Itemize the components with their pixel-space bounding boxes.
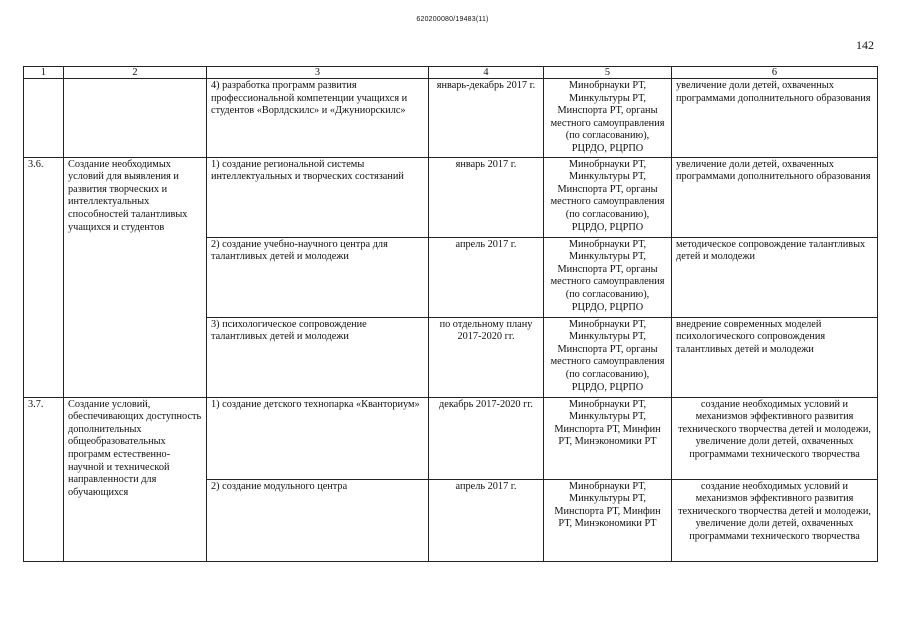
column-number: 2 xyxy=(64,67,207,79)
period-cell: апрель 2017 г. xyxy=(429,479,544,561)
column-number: 6 xyxy=(672,67,878,79)
result-cell: методическое сопровождение талантливых детей и молодежи xyxy=(672,237,878,317)
item-number-cell: 3.7. xyxy=(24,397,64,561)
activity-cell: 1) создание детского технопарка «Кванториум» xyxy=(207,397,429,479)
table-row xyxy=(24,79,878,158)
task-cell xyxy=(64,79,207,158)
activity-cell: 1) создание региональной системы интеллектуальных и творческих состязаний xyxy=(207,157,429,237)
period-cell: по отдельному плану 2017-2020 гг. xyxy=(429,317,544,397)
document-id: 620200080/19483(11) xyxy=(416,16,489,23)
activity-cell: 2) создание модульного центра xyxy=(207,479,429,561)
activity-cell: 2) создание учебно-научного центра для талантливых детей и молодежи xyxy=(207,237,429,317)
table-row xyxy=(24,397,878,479)
period-cell: январь 2017 г. xyxy=(429,157,544,237)
column-number: 1 xyxy=(24,67,64,79)
result-cell: внедрение современных моделей психологического сопровождения талантливых детей и молодежи xyxy=(672,317,878,397)
column-number: 3 xyxy=(207,67,429,79)
period-cell: январь-декабрь 2017 г. xyxy=(429,79,544,158)
executors-cell: Минобрнауки РТ, Минкультуры РТ, Минспорта РТ, органы местного самоуправления (по согласованию), РЦРДО, РЦРПО xyxy=(544,79,672,158)
result-cell: создание необходимых условий и механизмов эффективного развития технического творчества детей и молодежи, увеличение доли детей, охваченных программами технического творчества xyxy=(672,397,878,479)
column-number: 4 xyxy=(429,67,544,79)
column-number-row xyxy=(24,67,878,79)
task-cell: Создание необходимых условий для выявления и развития творческих и интеллектуальных способностей талантливых учащихся и студентов xyxy=(64,157,207,397)
column-number: 5 xyxy=(544,67,672,79)
activity-cell: 4) разработка программ развития профессиональной компетенции учащихся и студентов «Ворлдскилс» и «Джуниорскилс» xyxy=(207,79,429,158)
result-cell: увеличение доли детей, охваченных программами дополнительного образования xyxy=(672,79,878,158)
activity-cell: 3) психологическое сопровождение талантливых детей и молодежи xyxy=(207,317,429,397)
table-row xyxy=(24,157,878,237)
executors-cell: Минобрнауки РТ, Минкультуры РТ, Минспорта РТ, органы местного самоуправления (по согласованию), РЦРДО, РЦРПО xyxy=(544,237,672,317)
executors-cell: Минобрнауки РТ, Минкультуры РТ, Минспорта РТ, Минфин РТ, Минэкономики РТ xyxy=(544,479,672,561)
result-cell: создание необходимых условий и механизмов эффективного развития технического творчества детей и молодежи, увеличение доли детей, охваченных программами технического творчества xyxy=(672,479,878,561)
plan-table xyxy=(23,66,878,562)
item-number-cell: 3.6. xyxy=(24,157,64,397)
item-number-cell xyxy=(24,79,64,158)
result-cell: увеличение доли детей, охваченных программами дополнительного образования xyxy=(672,157,878,237)
page-number: 142 xyxy=(856,38,874,52)
period-cell: декабрь 2017-2020 гг. xyxy=(429,397,544,479)
executors-cell: Минобрнауки РТ, Минкультуры РТ, Минспорта РТ, Минфин РТ, Минэкономики РТ xyxy=(544,397,672,479)
task-cell: Создание условий, обеспечивающих доступность дополнительных общеобразовательных программ естественно-научной и технической направленности для обучающихся xyxy=(64,397,207,561)
period-cell: апрель 2017 г. xyxy=(429,237,544,317)
executors-cell: Минобрнауки РТ, Минкультуры РТ, Минспорта РТ, органы местного самоуправления (по согласованию), РЦРДО, РЦРПО xyxy=(544,317,672,397)
executors-cell: Минобрнауки РТ, Минкультуры РТ, Минспорта РТ, органы местного самоуправления (по согласованию), РЦРДО, РЦРПО xyxy=(544,157,672,237)
